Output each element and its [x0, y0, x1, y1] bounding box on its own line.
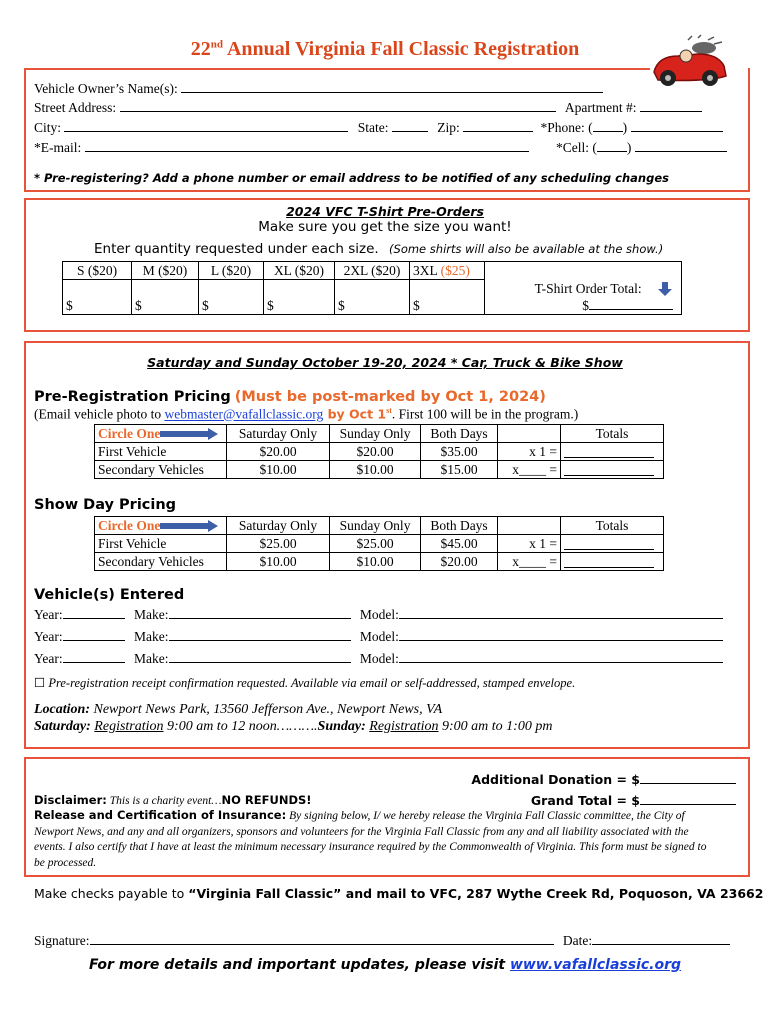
size-3xl-price: ($25): [440, 262, 470, 278]
model-field[interactable]: [399, 650, 723, 663]
city-row: [34, 119, 723, 136]
phone-label: *Phone: (: [540, 120, 593, 135]
table-row: [95, 461, 664, 479]
price-sat[interactable]: $10.00: [227, 461, 330, 479]
release-text: By signing below, I/ we hereby release the Virginia Fall Classic committee, the City of Newport News, and any and all organizers, sponsors and volunteers for the Virginia Fall Classic from any and all liability associated with the events. I also certify that I have at least the minimum necessary insurance required by the Commonwealth of Virginia. This form must be signed to be processed.: [34, 810, 707, 869]
checks-row: Make checks payable to “Virginia Fall Classic” and mail to VFC, 287 Wythe Creek Rd, Poquoson, VA 23662: [34, 886, 764, 901]
donation-field[interactable]: [640, 771, 736, 784]
multiplier[interactable]: x____ =: [498, 553, 561, 571]
webmaster-email-link[interactable]: webmaster@vafallclassic.org: [164, 406, 324, 422]
footer: For more details and important updates, please visit www.vafallclassic.org: [88, 957, 682, 973]
year-field[interactable]: [63, 606, 125, 619]
col-sunday: Sunday Only: [330, 517, 421, 535]
apartment-field[interactable]: [640, 99, 702, 112]
showday-pricing-table: [94, 516, 664, 571]
qty-s-field[interactable]: $: [63, 280, 132, 315]
signature-label: Signature:: [34, 933, 90, 948]
tshirt-total-label: T-Shirt Order Total:: [534, 280, 642, 296]
grand-total-label: Grand Total = $: [530, 793, 640, 808]
email-photo-note: (Email vehicle photo to webmaster@vafallclassic.org by Oct 1st. First 100 will be in the program.): [34, 406, 579, 422]
total-field[interactable]: [561, 553, 664, 571]
model-label: Model:: [359, 651, 399, 666]
street-row: [34, 99, 702, 116]
street-field[interactable]: [120, 99, 556, 112]
cell-area-field[interactable]: [597, 139, 627, 152]
owner-name-row: [34, 80, 603, 97]
table-row: [95, 553, 664, 571]
tshirt-total-field[interactable]: [589, 297, 673, 310]
table-row: [95, 535, 664, 553]
size-3xl: 3XL ($25): [410, 262, 485, 280]
price-sat[interactable]: $20.00: [227, 443, 330, 461]
disclaimer-label: Disclaimer:: [34, 793, 107, 807]
saturday-time: 9:00 am to 12 noon……….: [163, 719, 318, 734]
saturday-label: Saturday:: [34, 719, 91, 734]
qty-3xl-field[interactable]: $: [410, 280, 485, 315]
phone-paren: ): [622, 120, 628, 135]
signature-row: [34, 932, 730, 949]
price-sun[interactable]: $10.00: [330, 553, 421, 571]
release-paragraph: [34, 808, 714, 871]
signature-field[interactable]: [90, 932, 554, 945]
total-field[interactable]: [561, 443, 664, 461]
location-value: Newport News Park, 13560 Jefferson Ave., Newport News, VA: [90, 702, 443, 717]
website-link[interactable]: www.vafallclassic.org: [509, 957, 682, 973]
release-label: Release and Certification of Insurance:: [34, 808, 287, 822]
apartment-label: Apartment #:: [564, 100, 637, 115]
price-both[interactable]: $15.00: [421, 461, 498, 479]
multiplier: x 1 =: [498, 443, 561, 461]
sunday-time: 9:00 am to 1:00 pm: [438, 719, 553, 734]
owner-name-label: Vehicle Owner’s Name(s):: [34, 81, 178, 96]
prereg-pricing-table: [94, 424, 664, 479]
tshirt-size-row: [63, 262, 682, 280]
schedule-row: Saturday: Registration 9:00 am to 12 noon……….Sunday: Registration 9:00 am to 1:00 pm: [34, 719, 553, 734]
phone-field[interactable]: [631, 119, 723, 132]
circle-one-cell: Circle One: [95, 425, 227, 443]
make-label: Make:: [134, 651, 169, 666]
grand-total-row: [531, 792, 736, 808]
col-mult: [498, 425, 561, 443]
make-label: Make:: [134, 607, 169, 622]
row-label: Secondary Vehicles: [95, 461, 227, 479]
multiplier[interactable]: x____ =: [498, 461, 561, 479]
qty-2xl-field[interactable]: $: [335, 280, 410, 315]
col-mult: [498, 517, 561, 535]
col-both: Both Days: [421, 425, 498, 443]
size-m: M ($20): [132, 262, 199, 280]
price-sun[interactable]: $10.00: [330, 461, 421, 479]
grand-total-field[interactable]: [640, 792, 736, 805]
tshirt-heading: 2024 VFC T-Shirt Pre-Orders: [286, 204, 484, 219]
donation-row: [471, 771, 736, 787]
year-label: Year:: [34, 651, 63, 666]
show-heading: Saturday and Sunday October 19-20, 2024 * Car, Truck & Bike Show: [147, 355, 623, 370]
tshirt-total-value: $: [582, 298, 589, 314]
model-label: Model:: [359, 607, 399, 622]
donation-label: Additional Donation = $: [471, 772, 640, 787]
year-field[interactable]: [63, 650, 125, 663]
receipt-checkbox[interactable]: ☐: [34, 675, 46, 690]
cell-label: *Cell: (: [556, 140, 597, 155]
cell-field[interactable]: [635, 139, 727, 152]
zip-field[interactable]: [463, 119, 533, 132]
state-field[interactable]: [392, 119, 428, 132]
make-label: Make:: [134, 629, 169, 644]
col-saturday: Saturday Only: [227, 517, 330, 535]
col-sunday: Sunday Only: [330, 425, 421, 443]
prereg-deadline: (Must be post-marked by Oct 1, 2024): [234, 389, 546, 405]
no-refunds: NO REFUNDS!: [221, 793, 312, 807]
col-both: Both Days: [421, 517, 498, 535]
checks-payee: “Virginia Fall Classic” and mail to VFC, 287 Wythe Creek Rd, Poquoson, VA 23662: [188, 886, 764, 901]
vehicle-row: [34, 650, 723, 667]
price-sun[interactable]: $25.00: [330, 535, 421, 553]
col-totals: Totals: [561, 425, 664, 443]
receipt-note: Pre-registration receipt confirmation requested. Available via email or self-addressed, stamped envelope.: [48, 676, 576, 690]
prereg-heading-row: [34, 388, 546, 406]
qty-l-field[interactable]: $: [199, 280, 264, 315]
email-label: *E-mail:: [34, 140, 82, 155]
page-title: 22nd Annual Virginia Fall Classic Registration: [190, 38, 580, 60]
model-field[interactable]: [399, 606, 723, 619]
make-field[interactable]: [169, 650, 351, 663]
circle-one-cell: Circle One: [95, 517, 227, 535]
phone-area-field[interactable]: [593, 119, 623, 132]
date-field[interactable]: [592, 932, 730, 945]
price-sat[interactable]: $25.00: [227, 535, 330, 553]
tshirt-blank: [485, 262, 682, 280]
location-row: [34, 702, 442, 718]
price-sat[interactable]: $10.00: [227, 553, 330, 571]
date-label: Date:: [562, 933, 593, 948]
prereg-note: * Pre-registering? Add a phone number or email address to be notified of any scheduling changes: [34, 171, 669, 185]
owner-name-field[interactable]: [181, 80, 603, 93]
vehicle-row: [34, 606, 723, 623]
tshirt-instruction-note: (Some shirts will also be available at the show.): [389, 242, 664, 256]
qty-m-field[interactable]: $: [132, 280, 199, 315]
col-totals: Totals: [561, 517, 664, 535]
city-field[interactable]: [64, 119, 348, 132]
model-label: Model:: [359, 629, 399, 644]
street-label: Street Address:: [34, 100, 117, 115]
email-field[interactable]: [85, 139, 529, 152]
vehicles-title: Vehicle(s) Entered: [34, 587, 185, 603]
row-label: Secondary Vehicles: [95, 553, 227, 571]
price-both[interactable]: $20.00: [421, 553, 498, 571]
tshirt-total-cell[interactable]: [485, 280, 682, 315]
multiplier: x 1 =: [498, 535, 561, 553]
total-field[interactable]: [561, 535, 664, 553]
size-2xl: 2XL ($20): [335, 262, 410, 280]
owner-box-top-border: [24, 68, 650, 70]
tshirt-instruction-row: [94, 241, 663, 257]
tshirt-subheading: Make sure you get the size you want!: [258, 219, 512, 235]
arrow-right-icon: [160, 428, 218, 440]
row-label: First Vehicle: [95, 443, 227, 461]
arrow-right-icon: [160, 520, 218, 532]
year-label: Year:: [34, 629, 63, 644]
make-field[interactable]: [169, 606, 351, 619]
arrow-down-icon: [657, 281, 673, 297]
size-xl: XL ($20): [264, 262, 335, 280]
col-saturday: Saturday Only: [227, 425, 330, 443]
sunday-label: Sunday:: [317, 719, 366, 734]
price-sun[interactable]: $20.00: [330, 443, 421, 461]
location-label: Location:: [34, 702, 90, 717]
year-label: Year:: [34, 607, 63, 622]
tshirt-table: [62, 261, 682, 315]
table-row: [95, 443, 664, 461]
cell-paren: ): [626, 140, 632, 155]
showday-title: Show Day Pricing: [34, 497, 177, 513]
price-both[interactable]: $45.00: [421, 535, 498, 553]
size-s: S ($20): [63, 262, 132, 280]
model-field[interactable]: [399, 628, 723, 641]
vehicle-row: [34, 628, 723, 645]
make-field[interactable]: [169, 628, 351, 641]
size-l: L ($20): [199, 262, 264, 280]
prereg-title: Pre-Registration Pricing: [34, 389, 231, 405]
receipt-row: [34, 675, 575, 691]
disclaimer-row: Disclaimer: This is a charity event…NO REFUNDS!: [34, 793, 312, 807]
tshirt-instruction: Enter quantity requested under each size.: [94, 241, 379, 257]
price-both[interactable]: $35.00: [421, 443, 498, 461]
state-label: State:: [357, 120, 389, 135]
tshirt-qty-row: [63, 280, 682, 315]
year-field[interactable]: [63, 628, 125, 641]
qty-xl-field[interactable]: $: [264, 280, 335, 315]
email-row: [34, 139, 727, 156]
total-field[interactable]: [561, 461, 664, 479]
city-label: City:: [34, 120, 62, 135]
row-label: First Vehicle: [95, 535, 227, 553]
zip-label: Zip:: [437, 120, 460, 135]
